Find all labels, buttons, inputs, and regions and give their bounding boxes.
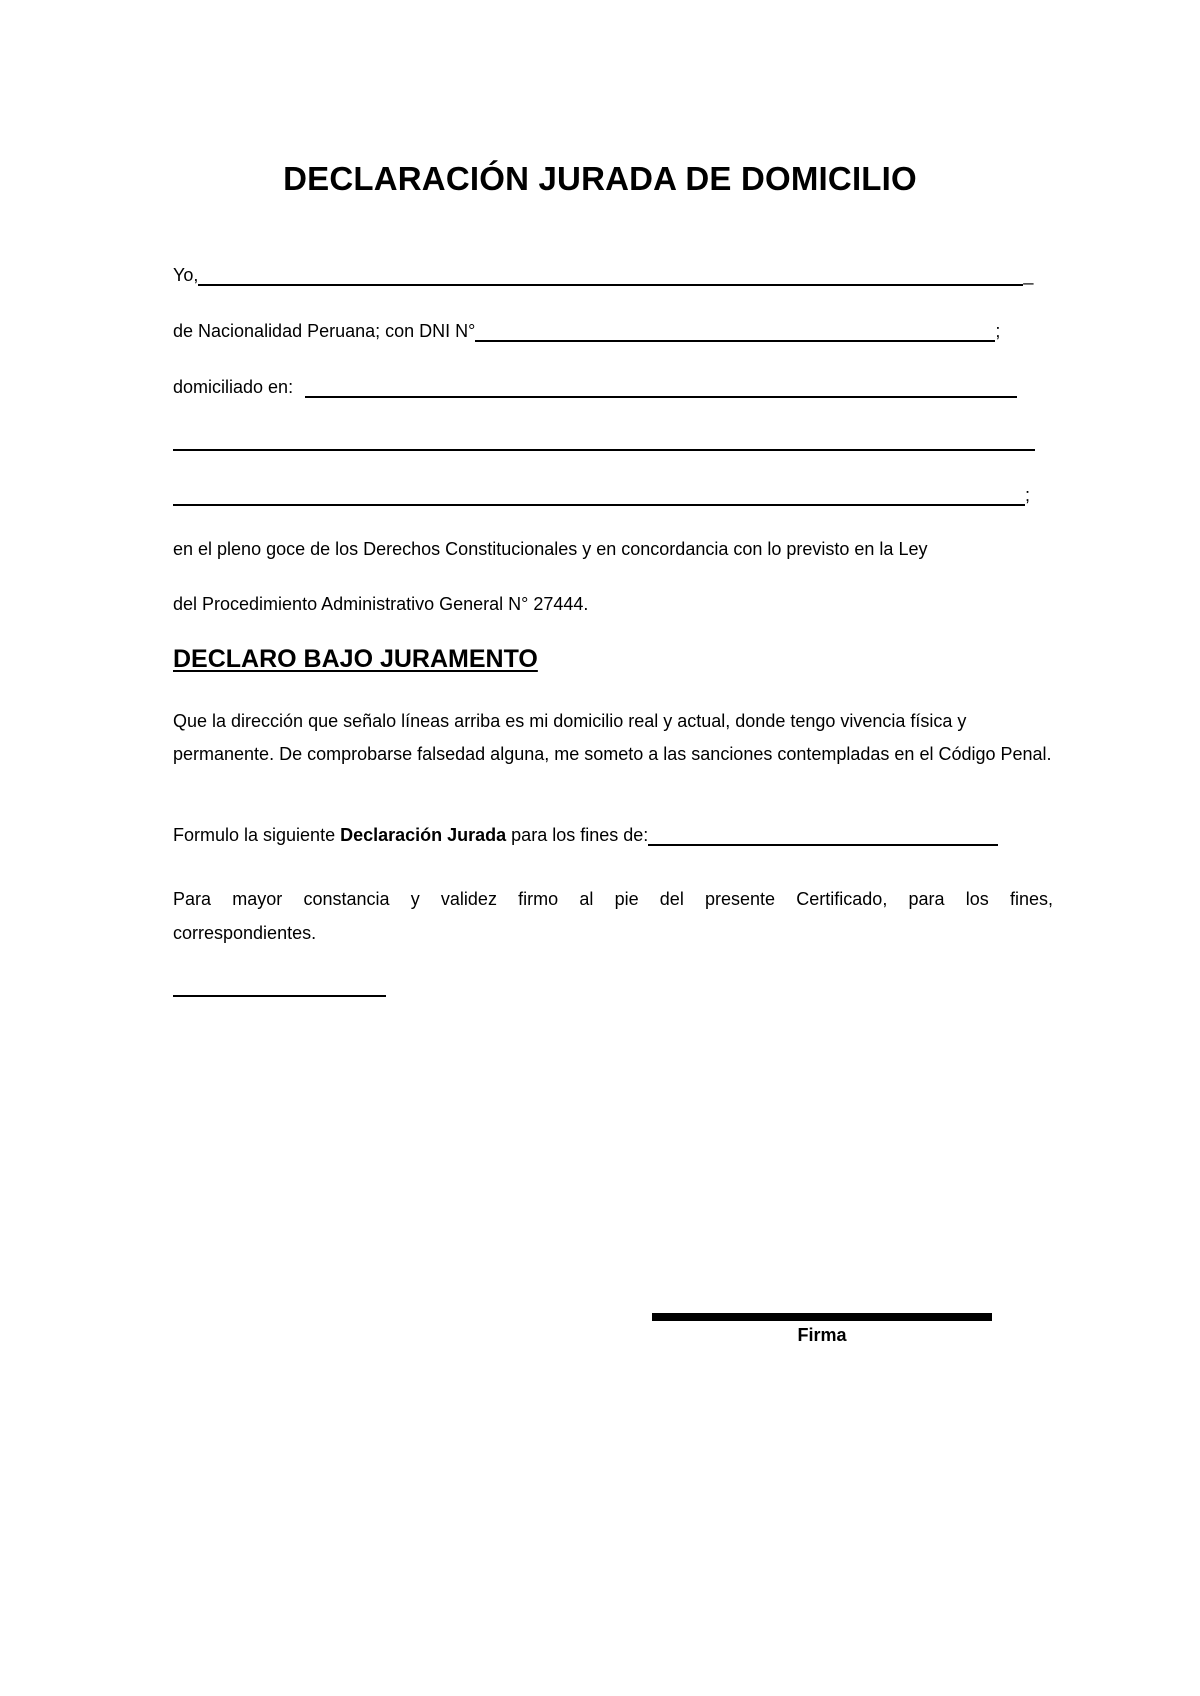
- address-blank-1[interactable]: [305, 376, 1017, 398]
- address-blank-2[interactable]: [173, 449, 1035, 451]
- signature-line[interactable]: [652, 1313, 992, 1321]
- dni-end: ;: [995, 321, 1001, 341]
- declaration-heading: DECLARO BAJO JURAMENTO: [173, 645, 538, 673]
- nacionalidad-label: de Nacionalidad Peruana; con DNI N°: [173, 321, 476, 341]
- formulo-prefix: Formulo la siguiente: [173, 825, 336, 845]
- dni-field-row: [173, 320, 1000, 342]
- purpose-field-row: [173, 824, 998, 846]
- domicilio-end: ;: [1025, 485, 1031, 505]
- closing-paragraph: Para mayor constancia y validez firmo al pie del presente Certificado, para los fines, correspondientes.: [173, 889, 1053, 943]
- document-title: DECLARACIÓN JURADA DE DOMICILIO: [283, 160, 917, 197]
- address-blank-3[interactable]: [173, 484, 1025, 506]
- signature-label: Firma: [797, 1325, 847, 1345]
- formulo-bold: Declaración Jurada: [340, 825, 507, 845]
- dni-blank[interactable]: [475, 320, 995, 342]
- domicilio-label: domiciliado en:: [173, 377, 294, 397]
- legal-basis-line-2: del Procedimiento Administrativo General N° 27444.: [173, 594, 589, 614]
- yo-end: _: [1023, 265, 1034, 285]
- name-field-row: [173, 264, 1033, 286]
- declaration-paragraph: Que la dirección que señalo líneas arriba es mi domicilio real y actual, donde tengo vivencia física y permanente. De comprobarse falsedad alguna, me someto a las sanciones contempladas en el Código Penal.: [173, 711, 1052, 764]
- yo-label: Yo,: [173, 265, 199, 285]
- legal-basis-line-1: en el pleno goce de los Derechos Constitucionales y en concordancia con lo previsto en la Ley: [173, 539, 928, 559]
- address-field-row: [173, 376, 1017, 398]
- date-place-blank[interactable]: [173, 995, 386, 997]
- name-blank[interactable]: [198, 264, 1023, 286]
- purpose-blank[interactable]: [648, 824, 998, 846]
- address-line-3-row: [173, 484, 1030, 506]
- formulo-suffix: para los fines de:: [511, 825, 649, 845]
